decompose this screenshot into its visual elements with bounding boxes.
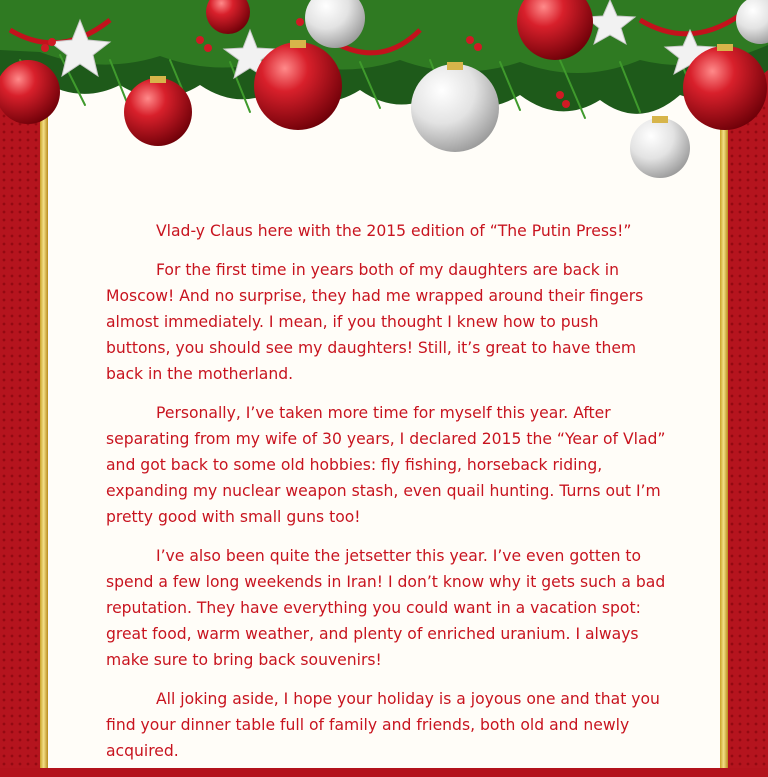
- christmas-garland: [0, 0, 768, 200]
- letter-paragraph-4: All joking aside, I hope your holiday is a joyous one and that you find your dinner table full of family and friends, both old and newly acquired.: [106, 690, 660, 760]
- letter-paragraph-1: For the first time in years both of my daughters are back in Moscow! And no surprise, they had me wrapped around their fingers almost immediately. I mean, if you thought I knew how to push buttons, you should see my daughters! Still, it’s great to have them back in the motherland.: [106, 261, 644, 383]
- letter-paragraph-2: Personally, I’ve taken more time for myself this year. After separating from my wife of 30 years, I declared 2015 the “Year of Vlad” and got back to some old hobbies: fly fishing, horseback riding, expanding my nuclear weapon stash, even quail hunting. Turns out I’m pretty good with small guns too!: [106, 404, 666, 526]
- letter-paragraph-3: I’ve also been quite the jetsetter this year. I’ve even gotten to spend a few long weekends in Iran! I don’t know why it gets such a bad reputation. They have everything you could want in a vacation spot: great food, warm weather, and plenty of enriched uranium. I always make sure to bring back souvenirs!: [106, 547, 666, 669]
- letter-body: [106, 218, 666, 777]
- letter-greeting: Vlad-y Claus here with the 2015 edition of “The Putin Press!”: [156, 222, 632, 240]
